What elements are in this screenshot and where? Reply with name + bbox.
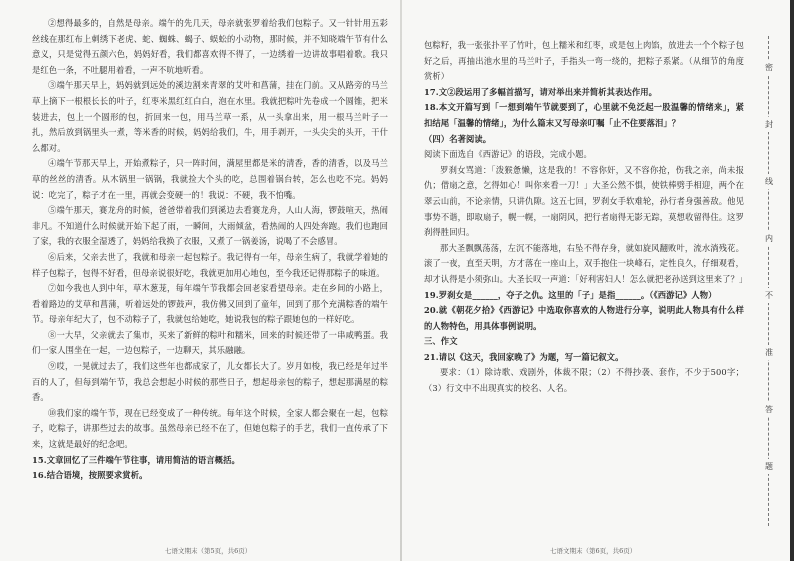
essay-requirements: 要求：（1）除诗歌、戏剧外，体裁不限；（2）不得抄袭、套作，不少于500字；（3）行文中不出现真实的校名、人名。 bbox=[424, 367, 744, 394]
reading-intro: 阅读下面选自《西游记》的语段，完成小题。 bbox=[424, 149, 592, 160]
scan-edge bbox=[790, 0, 794, 561]
seal-char: 不 bbox=[760, 288, 778, 303]
seal-char: 答 bbox=[760, 402, 778, 417]
question-20: 20.就《朝花夕拾》《西游记》中选取你喜欢的人物进行分享，说明此人物具有什么样的人物特色，用具体事例说明。 bbox=[424, 305, 744, 331]
seal-char: 密 bbox=[760, 60, 778, 75]
paragraph-2: ②想得最多的，自然是母亲。端午的先几天，母亲就张罗着给我们包粽子。又一针针用五彩丝线在那红布上刺绣下老虎、蛇、蜘蛛、蝎子、蜈蚣的小动物，那时候，并不知晓端午节有什么意义，只是觉得五颜六色，妈妈好看，我们都喜欢得不得了，一边绣着一边讲故事唱着歌。我只是红色一条，不吐腿用着看，一声不吭地听看。 bbox=[32, 18, 388, 75]
section-four-heading: （四）名著阅读。 bbox=[424, 133, 492, 144]
paragraph-3: ③端午那天早上，妈妈就到远处的溪边割来青翠的艾叶和菖蒲，挂在门前。又从路旁的马兰草上摘下一根根长长的叶子，红枣米黑红红白白，泡在水里。我就把粽叶先卷成一个圆锥，把米装进去，包上一个圆形的包，折回来一包，用马兰草一系，从一头拿出来，用一根马兰叶子一扎，然后放到锅里头一煮，等米香的时候，妈妈给我们，牛，用手剥开，一头尖尖的头开，干什么都对。 bbox=[32, 80, 388, 153]
seal-char: 准 bbox=[760, 345, 778, 360]
paragraph-4: ④端午节那天早上，开始煮粽子，只一阵时间，满屋里都是米的清香，香的清香，以及马兰草的丝丝的清香。从木锅里一锅锅，我就捡大个头的吃，总围着锅台转，怎么也吃不完。妈妈说：吃完了，粽子才在一里，再就会变硬一的！我说：不硬，我不怕嘴。 bbox=[32, 158, 388, 200]
question-21: 21.请以《这天，我回家晚了》为题，写一篇记叙文。 bbox=[424, 351, 624, 362]
seal-char: 内 bbox=[760, 231, 778, 246]
question-17: 17.文②段运用了多幅首描写，请对举出来并简析其表达作用。 bbox=[424, 86, 658, 97]
seal-char: 封 bbox=[760, 117, 778, 132]
excerpt-paragraph-1: 罗刹女骂道：「泼猴惫懒，这是我的！不容你奸，又不容你抢，伤我之亲，尚未报仇；借扇之意，乞得如心！叫你来看一刀！」大圣公然不惧，使铁棒劈手相迎，两个在翠云山前，不论亲情，只讲仇隙。这五七回，罗刹女手软难轮，孙行者身强善敌。他见事势不谐，即取扇子，幌一幌，一扇阴风，把行者扇得无影无踪，莫想收留得住。这罗刹得胜回归。 bbox=[424, 164, 744, 238]
question-18: 18.本文开篇写到「一想到端午节就要到了，心里就不免泛起一股温馨的情绪来」，紧扣结尾「温馨的情绪」，为什么篇末又写母亲叮嘱「止不住要落泪」？ bbox=[424, 102, 744, 128]
paragraph-5: ⑤端午那天，赛龙舟的时候，爸爸带着我们到溪边去看赛龙舟，人山人海，锣鼓喧天，热闹非凡。不知道什么时候就开始下起了雨，一瞬间，大雨倾盆，看热闹的人四处奔跑。我们也跑回了家，我的衣服全湿透了，妈妈给我换了衣服，又煮了一锅姜汤，说喝了不会感冒。 bbox=[32, 205, 388, 247]
question-15: 15.文章回忆了三件端午节往事，请用简洁的语言概括。 bbox=[32, 454, 240, 465]
right-page bbox=[400, 0, 752, 561]
paragraph-9: ⑨哎，一晃就过去了，我们这些年也都成家了，儿女都长大了。岁月如梭，我已经是年过半百的人了，但每到端午节，我总会想起小时候的那些日子，想起母亲包的粽子，想起那满屋的粽香。 bbox=[32, 361, 388, 403]
paragraph-6: ⑥后来，父亲去世了，我就和母亲一起包粽子。我记得有一年，母亲生病了，我就学着她的样子包粽子，包得不好看，但母亲说很好吃，我就更加用心地包，至今我还记得那粽子的味道。 bbox=[32, 251, 388, 278]
paragraph-8: ⑧一大早，父亲就去了集市，买来了新鲜的粽叶和糯米，回来的时候还带了一串咸鸭蛋。我们一家人围坐在一起，一边包粽子，一边聊天，其乐融融。 bbox=[32, 329, 388, 356]
seal-char: 题 bbox=[760, 459, 778, 474]
paragraph-10: ⑩我们家的端午节，现在已经变成了一种传统。每年这个时候，全家人都会聚在一起，包粽子，吃粽子，讲那些过去的故事。虽然母亲已经不在了，但她包粽子的手艺，我们一直传承了下来，这就是最好的纪念吧。 bbox=[32, 407, 388, 450]
right-footer: 七语文期末（第6页，共6页） bbox=[550, 547, 637, 555]
seal-char: 线 bbox=[760, 174, 778, 189]
left-footer: 七语文期末（第5页，共6页） bbox=[165, 547, 252, 555]
question-19: 19.罗刹女是______，夺子之仇。这里的「子」是指______。（《西游记》人物） bbox=[424, 289, 717, 300]
seal-strip bbox=[752, 0, 794, 561]
paragraph-7: ⑦如今我也人到中年，草木葱茏，每年端午节我都会回老家看望母亲。走在乡间的小路上，看着路边的艾草和菖蒲，听着远处的锣鼓声，我仿佛又回到了童年，回到了那个充满粽香的端午节。母亲年纪大了，包不动粽子了，我就包给她吃，她说我包的粽子跟她包的一样好吃。 bbox=[32, 283, 388, 325]
q16-continuation: 包粽籽，我一张张扑平了竹叶，包上糯米和红枣，或是包上肉馅，放进去一个个粽子包好之后，再抽出池水里的马兰叶子，手指头一弯一绕的，把粽子系紧。（从细节的角度赏析） bbox=[424, 40, 744, 82]
question-16: 16.结合语境，按照要求赏析。 bbox=[32, 470, 148, 481]
section-three-heading: 三、作文 bbox=[424, 336, 458, 347]
seal-dashed-line bbox=[768, 36, 769, 526]
excerpt-paragraph-2: 那大圣飘飘荡荡，左沉不能落地，右坠不得存身，就如旋风翻败叶，流水淌残花。滚了一夜，直至天明，方才落在一座山上，双手抱住一块峰石，定性良久，仔细观看，却才认得是小须弥山。大圣长叹一声道：「好利害妇人！怎么就把老孙送到这里来了？」 bbox=[424, 242, 748, 284]
